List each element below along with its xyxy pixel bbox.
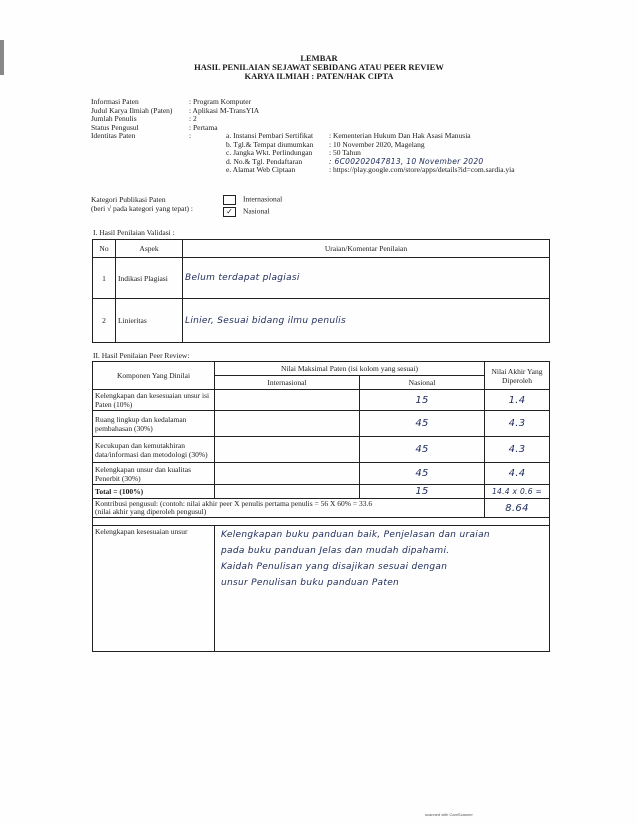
validasi-table <box>92 239 550 343</box>
kategori-options <box>223 195 282 217</box>
komentar-row: Kelengkapan kesesuaian unsur Kelengkapan buku panduan baik, Penjelasan dan uraian pada buku panduan Jelas dan mudah dipahami. Kaidah Penulisan yang disajikan sesuai dengan unsur Penulisan buku panduan Paten <box>93 526 550 652</box>
info-row: Status Pengusul : Pertama <box>91 122 218 132</box>
doc-header-line3: KARYA ILMIAH : PATEN/HAK CIPTA <box>244 71 394 81</box>
identity-row: d. No.& Tgl. Pendaftaran : 6C00202047813, 10 November 2020 <box>226 156 484 166</box>
komentar-line: unsur Penulisan buku panduan Paten <box>221 578 400 588</box>
info-row: Judul Karya Ilmiah (Paten) : Aplikasi M-TransYIA <box>91 105 260 115</box>
col-header-komponen: Komponen Yang Dinilai <box>93 362 215 390</box>
scanner-footer: scanned with CamScanner <box>425 812 473 817</box>
kategori-option-nasional: ✓ Nasional <box>223 207 282 217</box>
checkbox-nasional[interactable]: ✓ <box>223 207 236 217</box>
col-header-akhir: Nilai Akhir Yang Diperoleh <box>485 362 550 390</box>
doc-header-line2: HASIL PENILAIAN SEJAWAT SEBIDANG ATAU PEER REVIEW <box>194 62 444 72</box>
table-row: 2 Linieritas Linier, Sesuai bidang ilmu penulis <box>93 299 550 343</box>
identity-row: e. Alamat Web Ciptaan : https://play.google.com/store/apps/details?id=com.sardia.yia <box>226 165 515 175</box>
col-header-aspek: Aspek <box>116 240 183 258</box>
info-row: Informasi Paten : Program Komputer <box>91 97 252 106</box>
peer-review-table <box>92 361 550 652</box>
komentar-line: Kelengkapan buku panduan baik, Penjelasan dan uraian <box>221 530 490 540</box>
komentar-line: pada buku panduan Jelas dan mudah dipahami. <box>221 546 450 556</box>
col-header-internasional: Internasional <box>215 376 360 390</box>
kategori-option-internasional: Internasional <box>223 195 282 205</box>
table-row: 1 Indikasi Plagiasi Belum terdapat plagiasi <box>93 258 550 299</box>
info-row: Identitas Paten : <box>91 131 192 141</box>
kategori-label: Kategori Publikasi Paten (beri √ pada kategori yang tepat) : <box>91 195 193 213</box>
col-header-no: No <box>93 240 116 258</box>
col-header-komentar: Uraian/Komentar Penilaian <box>183 240 550 258</box>
total-row: Total = (100%) 15 14.4 x 0.6 = <box>93 485 550 499</box>
checkbox-internasional[interactable] <box>223 195 236 205</box>
table-row: Kelengkapan unsur dan kualitas Penerbit (30%) 45 4.4 <box>93 463 550 485</box>
table-row: Kelengkapan dan kesesuaian unsur isi Paten (10%) 15 1.4 <box>93 390 550 411</box>
spacer-row <box>93 518 550 526</box>
col-header-nasional: Nasional <box>360 376 485 390</box>
identity-row: a. Instansi Pembari Sertifikat : Kementerian Hukum Dan Hak Asasi Manusia <box>226 131 471 140</box>
table-row: Kecukupan dan kemutakhiran data/informasi dan metodologi (30%) 45 4.3 <box>93 437 550 463</box>
info-row: Jumlah Penulis : 2 <box>91 114 197 124</box>
table-row: Ruang lingkup dan kedalaman pembahasan (30%) 45 4.3 <box>93 411 550 437</box>
identity-row: b. Tgl.& Tempat diumumkan : 10 November 2020, Magelang <box>226 139 425 149</box>
identity-row: c. Jangka Wkt. Perlindungan : 50 Tahun <box>226 148 361 158</box>
section1-title: I. Hasil Penilaian Validasi : <box>93 228 175 237</box>
doc-header-line1: LEMBAR <box>300 53 338 63</box>
section2-title: II. Hasil Penilaian Peer Review: <box>93 351 190 360</box>
col-header-nilai-maks: Nilai Maksimal Paten (isi kolom yang sesuai) <box>215 362 485 376</box>
kontribusi-row: Kontribusi pengusul: (contoh: nilai akhir peer X penulis pertama penulis = 56 X 60% = 33.6 (nilai akhir yang diperoleh pengusul) 8.64 <box>93 499 550 518</box>
komentar-line: Kaidah Penulisan yang disajikan sesuai dengan <box>221 562 448 572</box>
identity-block <box>226 132 515 175</box>
